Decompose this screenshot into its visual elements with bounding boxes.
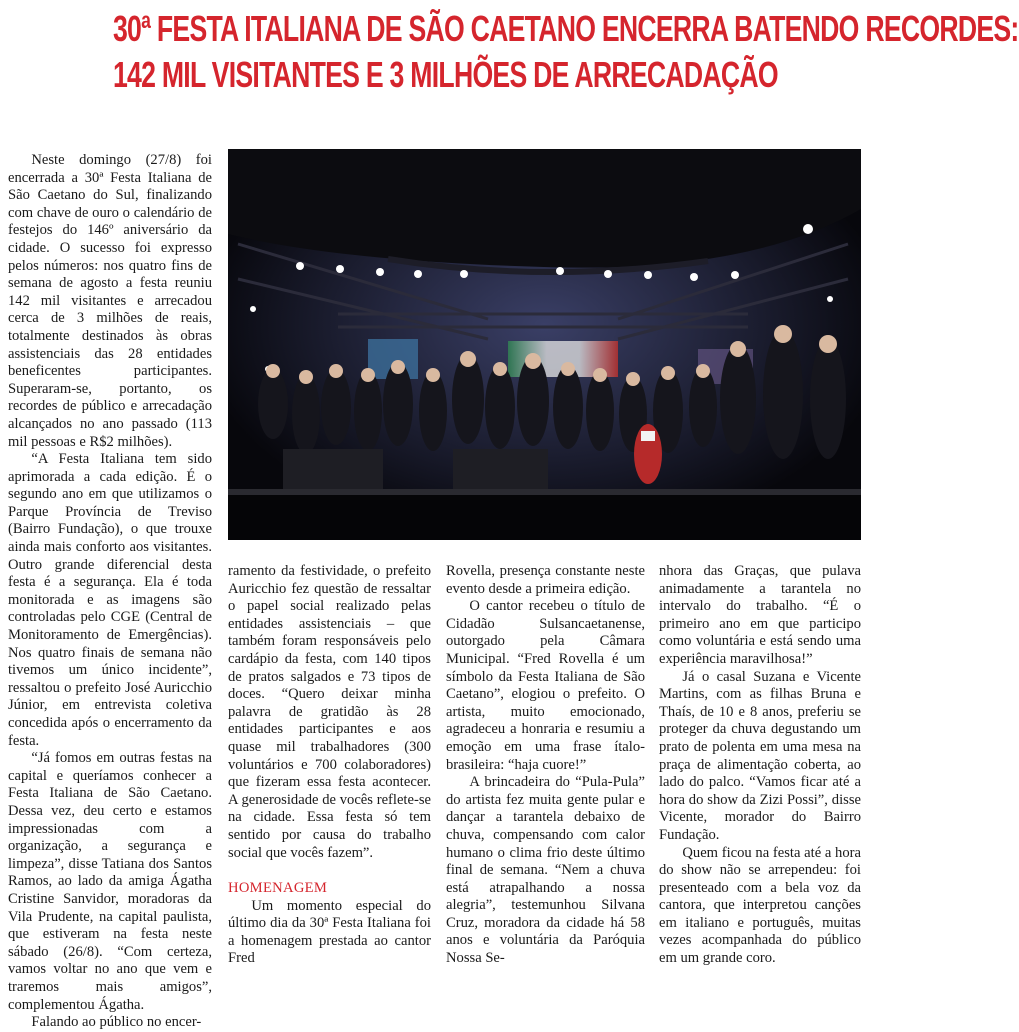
paragraph: Um momento especial do último dia da 30ª Festa Italiana foi a homenagem prestada ao cantor Fred bbox=[228, 897, 431, 967]
paragraph: Rovella, presença constante neste evento desde a primeira edição. bbox=[446, 563, 645, 597]
paragraph: Já o casal Suzana e Vicente Martins, com as filhas Bruna e Thaís, de 10 e 8 anos, preferiu se proteger da chuva degustando um prato de polenta em uma mesa na praça de alimentação coberta, ao lado do palco. “Vamos ficar até a hora do show da Zizi Possi”, disse Vicente, morador do Bairro Fundação. bbox=[659, 668, 861, 843]
paragraph: Falando ao público no encer- bbox=[31, 1014, 202, 1031]
paragraph: “Já fomos em outras festas na capital e queríamos conhecer a Festa Italiana de São Caetano. Dessa vez, deu certo e estamos impressionadas com a organização, a segurança e limpeza”, disse Tatiana dos Santos Ramos, ao lado da amiga Ágatha Cristine Sanvidor, moradoras da Vila Prudente, na capital paulista, que estiveram na festa neste sábado (26/8). “Com certeza, vamos voltar no ano que vem e traremos mais amigos”, complementou Ágatha. bbox=[8, 750, 212, 1013]
section-heading: HOMENAGEM bbox=[228, 880, 328, 897]
paragraph: nhora das Graças, que pulava animadamente a tarantela no intervalo do trabalho. “É o primeiro ano em que participo como voluntária e está sendo uma experiência maravilhosa!” bbox=[659, 563, 861, 667]
article-column-2 bbox=[228, 563, 431, 968]
paragraph: Neste domingo (27/8) foi encerrada a 30ª Festa Italiana de São Caetano do Sul, finalizando com chave de ouro o calendário de festejos do 146º aniversário da cidade. O sucesso foi expresso pelos números: nos quatro fins de semana de agosto a festa reuniu 142 mil visitantes e arrecadou cerca de 3 milhões de reais, totalmente destinados às obras assistenciais das 28 entidades beneficentes participantes. Superaram-se, portanto, os recordes de público e arrecadação alcançados no ano passado (113 mil pessoas e R$2 milhões). bbox=[8, 152, 212, 450]
paragraph: Quem ficou na festa até a hora do show não se arrependeu: foi presenteado com a bela voz da cantora, que interpretou canções em italiano e português, muitas vezes acompanhada do público em um grande coro. bbox=[659, 844, 861, 967]
concert-stage-illustration bbox=[228, 149, 861, 540]
article-column-3 bbox=[446, 563, 645, 968]
paragraph: O cantor recebeu o título de Cidadão Sulsancaetanense, outorgado pela Câmara Municipal. “Fred Rovella é um símbolo da Festa Italiana de São Caetano”, elogiou o prefeito. O artista, muito emocionado, agradeceu a honraria e resumiu a emoção em uma frase ítalo-brasileira: “haja cuore!” bbox=[446, 598, 645, 773]
paragraph: ramento da festividade, o prefeito Auricchio fez questão de ressaltar o papel social realizado pelas entidades assistenciais – que também foram responsáveis pelo cardápio da festa, com 140 tipos de pratos salgados e 73 tipos de doces. “Quero deixar minha palavra de gratidão às 28 entidades participantes e aos quase mil trabalhadores (300 voluntários e 700 colaboradores) que fizeram essa festa acontecer. A generosidade de vocês reflete-se na cidade. Essa festa só tem sentido por causa do trabalho social que vocês fazem”. bbox=[228, 563, 431, 861]
stage-concert-photo bbox=[228, 149, 861, 540]
paragraph: A brincadeira do “Pula-Pula” do artista fez muita gente pular e dançar a tarantela debaixo de chuva, compensando com calor humano o clima frio deste último final de semana. “Nem a chuva está atrapalhando a nossa alegria”, testemunhou Silvana Cruz, moradora da cidade há 58 anos e voluntária da Paróquia Nossa Se- bbox=[446, 774, 645, 967]
headline bbox=[112, 6, 1019, 98]
headline-line-1: 30ª FESTA ITALIANA DE SÃO CAETANO ENCERRA BATENDO RECORDES: bbox=[112, 8, 1019, 49]
article-column-4 bbox=[659, 563, 861, 968]
article-column-1 bbox=[8, 152, 212, 1032]
paragraph: “A Festa Italiana tem sido aprimorada a cada edição. É o segundo ano em que utilizamos o Parque Província de Treviso (Bairro Fundação), o que trouxe ainda mais conforto aos visitantes. Outro grande diferencial desta festa é a segurança. Ela é toda monitorada e as imagens são controladas pelo CGE (Central de Monitoramento de Emergências). Nos quatro finais de semana não tivemos um único incidente”, ressaltou o prefeito José Auricchio Júnior, em entrevista coletiva concedida após o encerramento da festa. bbox=[8, 451, 212, 749]
headline-line-2: 142 MIL VISITANTES E 3 MILHÕES DE ARRECADAÇÃO bbox=[112, 54, 778, 95]
